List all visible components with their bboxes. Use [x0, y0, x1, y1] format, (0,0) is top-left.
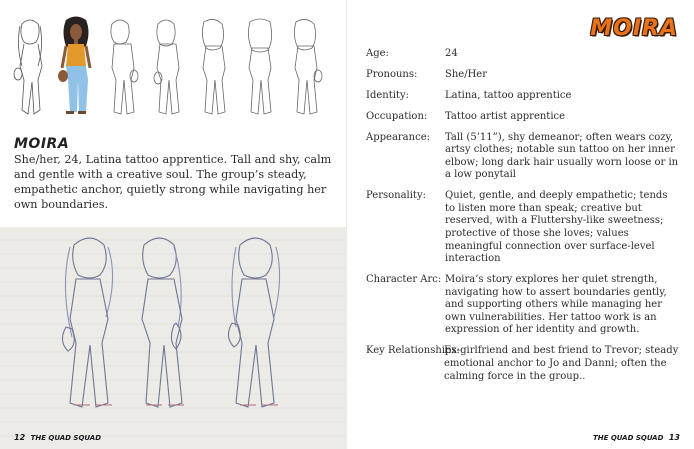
profile-row-occupation	[366, 111, 686, 124]
profile-label: Personality:	[366, 190, 426, 202]
right-book-title: THE QUAD SQUAD	[592, 434, 664, 442]
right-page-footer	[593, 433, 680, 442]
turnaround-figure-lineart-back-quarter	[202, 19, 225, 114]
profile-label: Age:	[366, 48, 389, 59]
profile-value: She/Her	[445, 68, 487, 80]
pencil-sketch-photo	[0, 227, 347, 449]
turnaround-figure-lineart-quarter	[154, 20, 179, 114]
profile-value: Moira’s story explores her quiet strength, navigating how to assert boundaries gently, and supporting others while managing her own vulnerabilities. Her tattoo work is an expression of her identity and growth.	[445, 274, 667, 336]
profile-label: Key Relationships:	[366, 345, 460, 357]
profile-value: 24	[445, 48, 458, 59]
profile-value: Quiet, gentle, and deeply empathetic; tends to listen more than speak; creative but reserved, with a Fluttershy-like sweetness; protective of those she loves; values meaningful connection over surface-level interaction	[445, 190, 668, 265]
profile-label: Occupation:	[366, 110, 428, 122]
left-page-footer	[14, 433, 101, 442]
pencil-sketch-icon	[0, 227, 347, 449]
profile-value: Tattoo artist apprentice	[445, 110, 566, 122]
profile-value: Latina, tattoo apprentice	[445, 89, 572, 101]
profile-value: Ex-girlfriend and best friend to Trevor; steady emotional anchor to Jo and Danni; often the calming force in the group..	[444, 345, 679, 382]
profile-label: Appearance:	[366, 131, 430, 143]
turnaround-figure-color-front	[58, 17, 90, 115]
profile-label: Pronouns:	[366, 68, 418, 80]
character-title-logo: MOIRA	[590, 16, 678, 41]
character-name-heading: MOIRA	[14, 136, 70, 152]
profile-row-pronouns	[366, 69, 686, 82]
profile-row-key-relationships	[366, 345, 686, 383]
turnaround-figure-lineart-front	[14, 20, 42, 114]
left-page-number: 12	[14, 433, 26, 442]
profile-row-character-arc	[366, 274, 686, 337]
left-book-title: THE QUAD SQUAD	[30, 434, 102, 442]
profile-table	[366, 48, 686, 391]
turnaround-figure-lineart-back	[248, 19, 271, 114]
profile-row-identity	[366, 90, 686, 103]
profile-row-personality	[366, 190, 686, 266]
right-page	[347, 0, 694, 449]
profile-label: Identity:	[366, 89, 409, 101]
profile-row-age	[366, 48, 686, 61]
turnaround-figure-lineart-rear-side	[294, 19, 322, 114]
character-summary: She/her, 24, Latina tattoo apprentice. Tall and shy, calm and gentle with a creative soul. The group’s steady, empathetic anchor, quietly strong while navigating her own boundaries.	[14, 153, 332, 211]
profile-row-appearance	[366, 132, 686, 182]
character-turnaround-illustration	[8, 14, 342, 120]
right-page-number: 13	[668, 433, 680, 442]
profile-value: Tall (5’11”), shy demeanor; often wears cozy, artsy clothes; notable sun tattoo on her inner elbow; long dark hair usually worn loose or in a low ponytail	[445, 131, 679, 181]
profile-label: Character Arc:	[366, 274, 442, 286]
turnaround-figure-lineart-side	[111, 20, 138, 114]
